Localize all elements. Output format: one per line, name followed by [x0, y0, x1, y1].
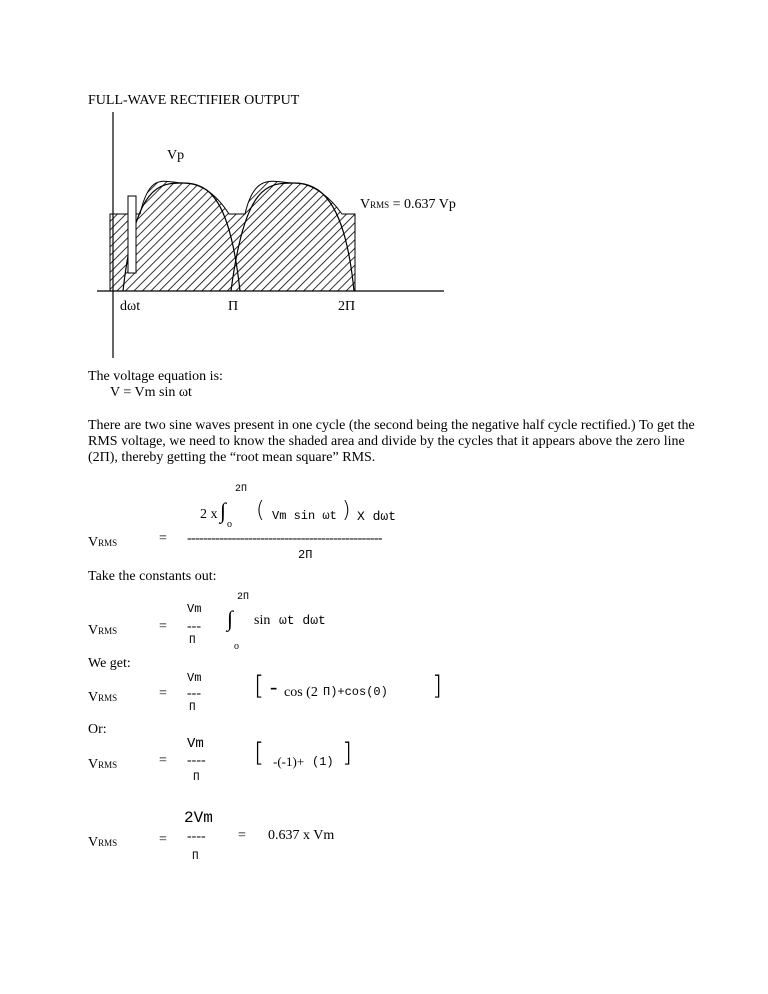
equals-1: = — [159, 531, 167, 546]
step3-numerator: Vm — [187, 671, 202, 685]
step3-cos: cos (2 — [284, 685, 318, 700]
step4-denominator: Π — [193, 772, 200, 784]
step2-rest: ωt dωt — [279, 613, 326, 628]
step1-integrand: Vm sin ωt — [272, 509, 337, 523]
shaded-area — [100, 170, 370, 300]
voltage-equation: V = Vm sin ωt — [110, 385, 192, 400]
equation-intro: The voltage equation is: — [88, 369, 223, 384]
step5-equals: = — [238, 828, 246, 843]
peak-label: Vp — [167, 148, 185, 163]
x-label-2pi: 2Π — [338, 299, 356, 314]
step1-upper-limit: 2Π — [235, 484, 248, 495]
vrms-label-1: VRMS — [88, 535, 118, 550]
bracket-open-icon-2: [ — [254, 738, 265, 768]
we-get-label: We get: — [88, 656, 131, 671]
equals-5: = — [159, 832, 167, 847]
paren-open-icon: ( — [256, 498, 265, 523]
vrms-label-2: VRMS — [88, 623, 118, 638]
integral-icon: ∫ — [220, 498, 227, 523]
page-title: FULL-WAVE RECTIFIER OUTPUT — [88, 93, 300, 108]
x-label-pi: Π — [228, 299, 239, 314]
bracket-close-icon: ] — [432, 671, 443, 701]
step2-numerator: Vm — [187, 602, 202, 616]
constants-label: Take the constants out: — [88, 569, 217, 584]
step2-upper-limit: 2Π — [237, 592, 250, 603]
bracket-close-icon-2: ] — [342, 738, 353, 768]
step3-denominator: Π — [189, 702, 196, 714]
step2-denominator: Π — [189, 635, 196, 647]
step1-lower-limit: o — [227, 519, 232, 530]
vrms-label-5: VRMS — [88, 835, 118, 850]
rms-label: VRMS = 0.637 Vp — [360, 197, 456, 212]
explanation-paragraph: There are two sine waves present in one cycle (the second being the negative half cycle rectified.) To get the RMS voltage, we need to know the shaded area and divide by the cycles that it appears above the zero line (2Π), thereby getting the “root mean square” RMS. — [88, 418, 695, 465]
step1-denominator: 2Π — [298, 548, 313, 562]
step3-tail: Π)+cos(0) — [323, 685, 388, 699]
final-result: 0.637 x Vm — [268, 828, 335, 843]
fraction-line: ------------------------------------------------ — [187, 531, 382, 546]
vrms-label-3: VRMS — [88, 690, 118, 705]
equals-2: = — [159, 619, 167, 634]
equals-3: = — [159, 686, 167, 701]
integral-icon-2: ∫ — [227, 606, 234, 631]
step1-two-x: 2 x — [200, 507, 218, 522]
step3-minus: - — [270, 674, 278, 699]
x-label-dwt: dωt — [120, 299, 141, 314]
step4-dash: ---- — [187, 753, 206, 768]
step3-dash: --- — [187, 686, 201, 701]
step1-times: X dωt — [357, 509, 397, 524]
or-label: Or: — [88, 722, 107, 737]
vrms-label-4: VRMS — [88, 757, 118, 772]
step5-numerator: 2Vm — [184, 809, 213, 827]
step5-dash: ---- — [187, 829, 206, 844]
bracket-open-icon: [ — [254, 671, 265, 701]
step4-a: -(-1)+ — [273, 754, 305, 769]
step4-b: (1) — [312, 755, 334, 769]
step2-dash: --- — [187, 619, 201, 634]
equals-4: = — [159, 753, 167, 768]
step2-sin: sin — [254, 613, 271, 628]
step4-numerator: Vm — [187, 736, 204, 752]
step2-lower-limit: o — [234, 641, 239, 652]
paren-close-icon: ) — [342, 498, 351, 523]
dwt-strip — [128, 196, 136, 273]
step5-denominator: Π — [192, 851, 199, 863]
